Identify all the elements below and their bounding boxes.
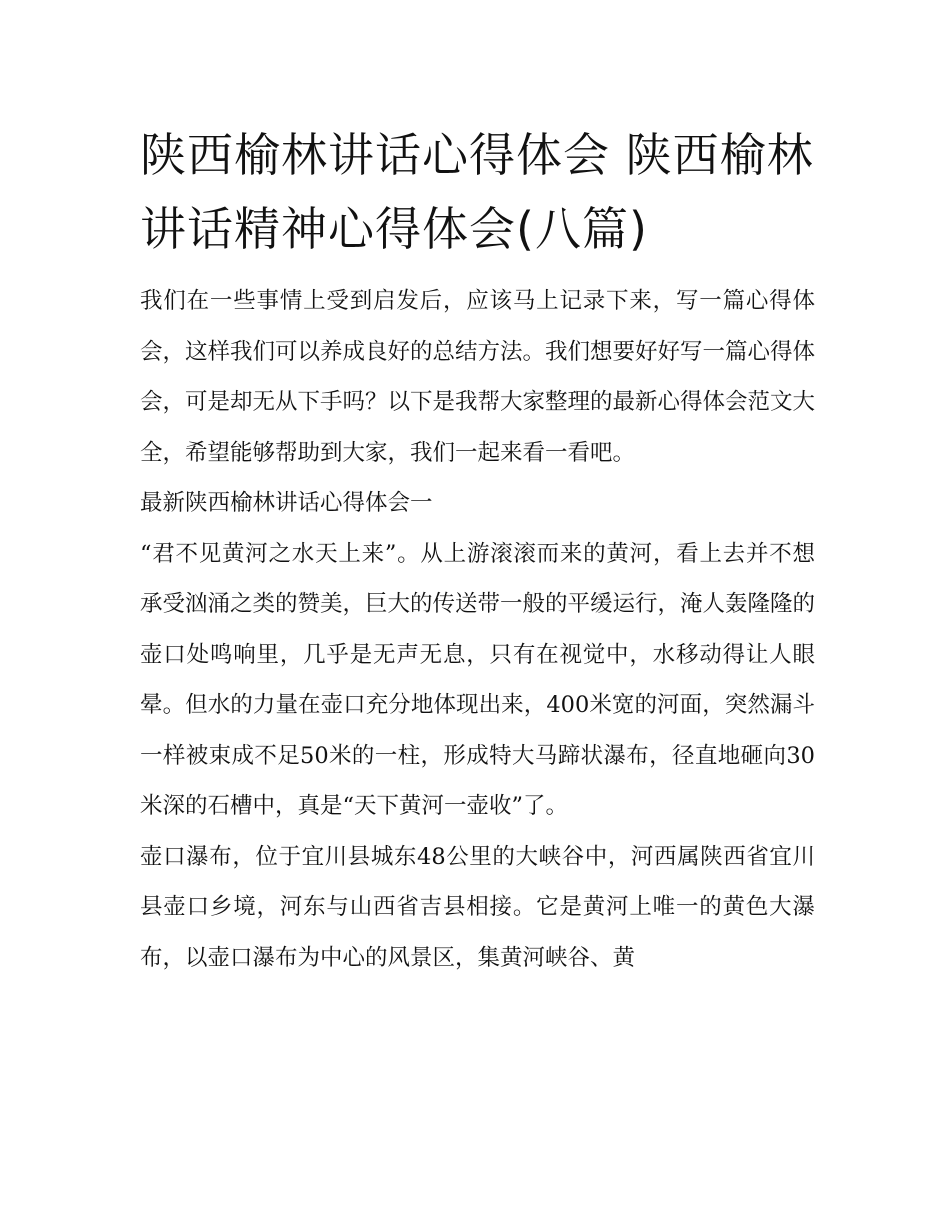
intro-paragraph: 我们在一些事情上受到启发后，应该马上记录下来，写一篇心得体会，这样我们可以养成良好的总结方法。我们想要好好写一篇心得体会，可是却无从下手吗？以下是我帮大家整理的最新心得体会范文大全，希望能够帮助到大家，我们一起来看一看吧。 [140, 288, 816, 466]
section-heading: 最新陕西榆林讲话心得体会一 [140, 490, 433, 516]
body-paragraph: “君不见黄河之水天上来”。从上游滚滚而来的黄河，看上去并不想承受汹涌之类的赞美，巨大的传送带一般的平缓运行，淹人轰隆隆的壶口处鸣响里，几乎是无声无息，只有在视觉中，水移动得让人眼晕。但水的力量在壶口充分地体现出来，400米宽的河面，突然漏斗一样被束成不足50米的一柱，形成特大马蹄状瀑布，径直地砸向30米深的石槽中，真是“天下黄河一壶收”了。 [140, 540, 816, 819]
document-body [140, 276, 815, 983]
document-title: 陕西榆林讲话心得体会 陕西榆林讲话精神心得体会(八篇) [140, 128, 814, 256]
body-paragraph: 壶口瀑布，位于宜川县城东48公里的大峡谷中，河西属陕西省宜川县壶口乡境，河东与山西省吉县相接。它是黄河上唯一的黄色大瀑布，以壶口瀑布为中心的风景区，集黄河峡谷、黄 [140, 843, 815, 971]
document-content [140, 118, 815, 983]
